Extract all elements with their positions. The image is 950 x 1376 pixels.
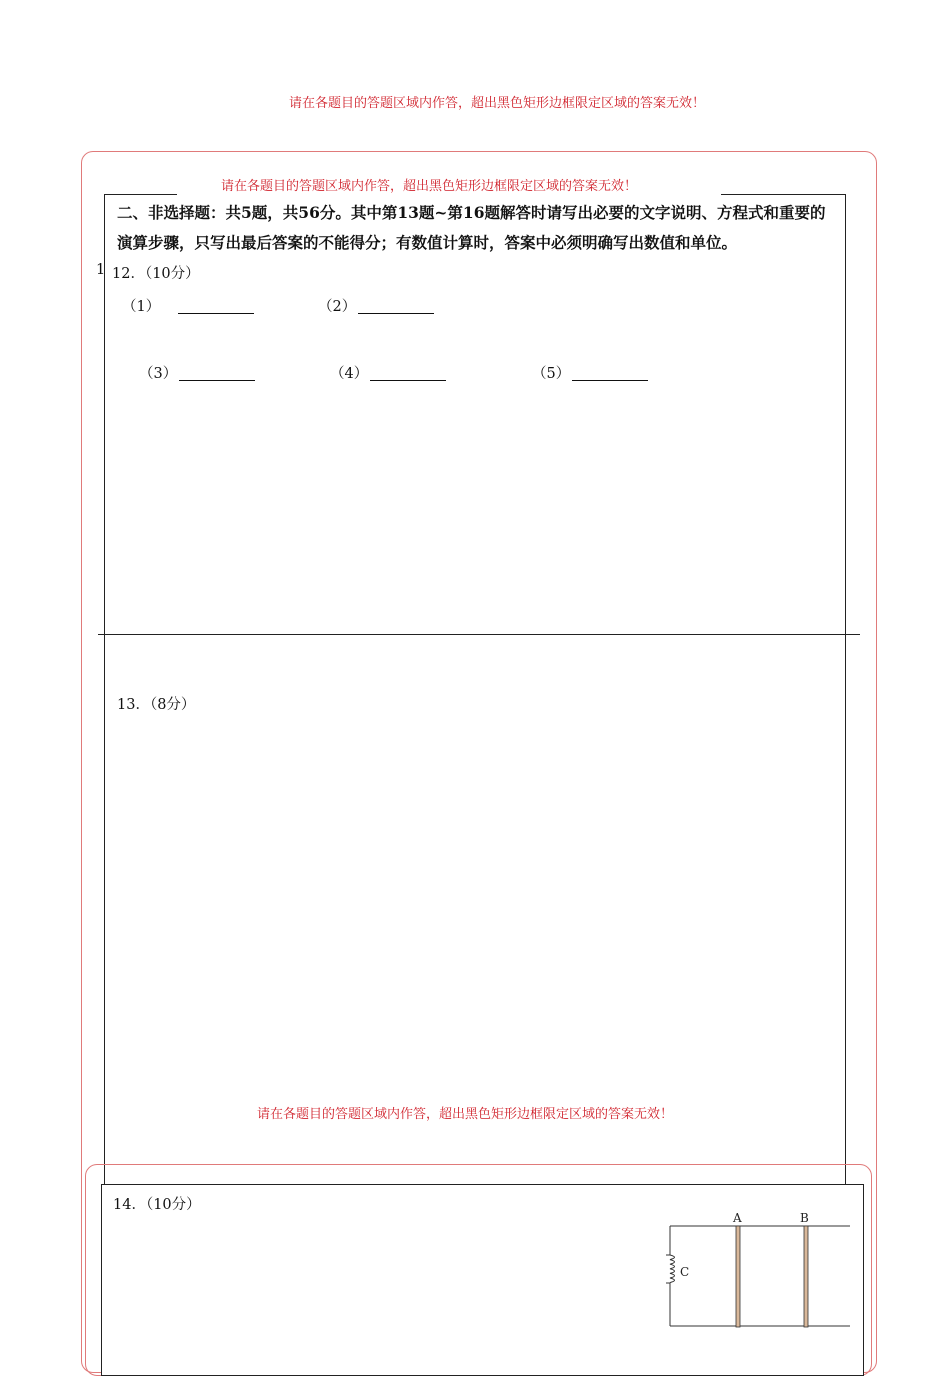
q12-blank-3[interactable]: （3） xyxy=(139,362,255,383)
warning-text-top: 请在各题目的答题区域内作答，超出黑色矩形边框限定区域的答案无效！ xyxy=(289,96,706,111)
label-b: B xyxy=(800,1211,809,1225)
rod-a xyxy=(736,1226,740,1327)
question-13-label: 13．（8分） xyxy=(117,697,196,713)
label-c: C xyxy=(680,1265,690,1279)
answer-box-section-2 xyxy=(104,194,846,1186)
warning-text-frame: 请在各题目的答题区域内作答，超出黑色矩形边框限定区域的答案无效！ xyxy=(221,179,638,194)
warning-text-bottom: 请在各题目的答题区域内作答，超出黑色矩形边框限定区域的答案无效！ xyxy=(257,1107,674,1122)
q12-blank-5[interactable]: （5） xyxy=(532,362,648,383)
label-a: A xyxy=(733,1211,742,1225)
q12-blank-1[interactable]: （1） xyxy=(122,295,254,316)
margin-mark: 1 xyxy=(96,262,106,278)
section-heading: 二、非选择题：共5题，共56分。其中第13题~第16题解答时请写出必要的文字说明、方程式和重要的演算步骤，只写出最后答案的不能得分；有数值计算时，答案中必须明确写出数值和单位。 xyxy=(117,203,826,252)
q12-blank-4[interactable]: （4） xyxy=(330,362,446,383)
q14-circuit-diagram xyxy=(660,1205,860,1344)
question-divider xyxy=(98,634,860,635)
rod-b xyxy=(804,1226,808,1327)
coil-icon xyxy=(670,1255,675,1283)
question-12-label: 12．（10分） xyxy=(112,266,200,282)
question-14-label: 14．（10分） xyxy=(113,1197,201,1213)
q12-blank-2[interactable]: （2） xyxy=(318,295,434,316)
